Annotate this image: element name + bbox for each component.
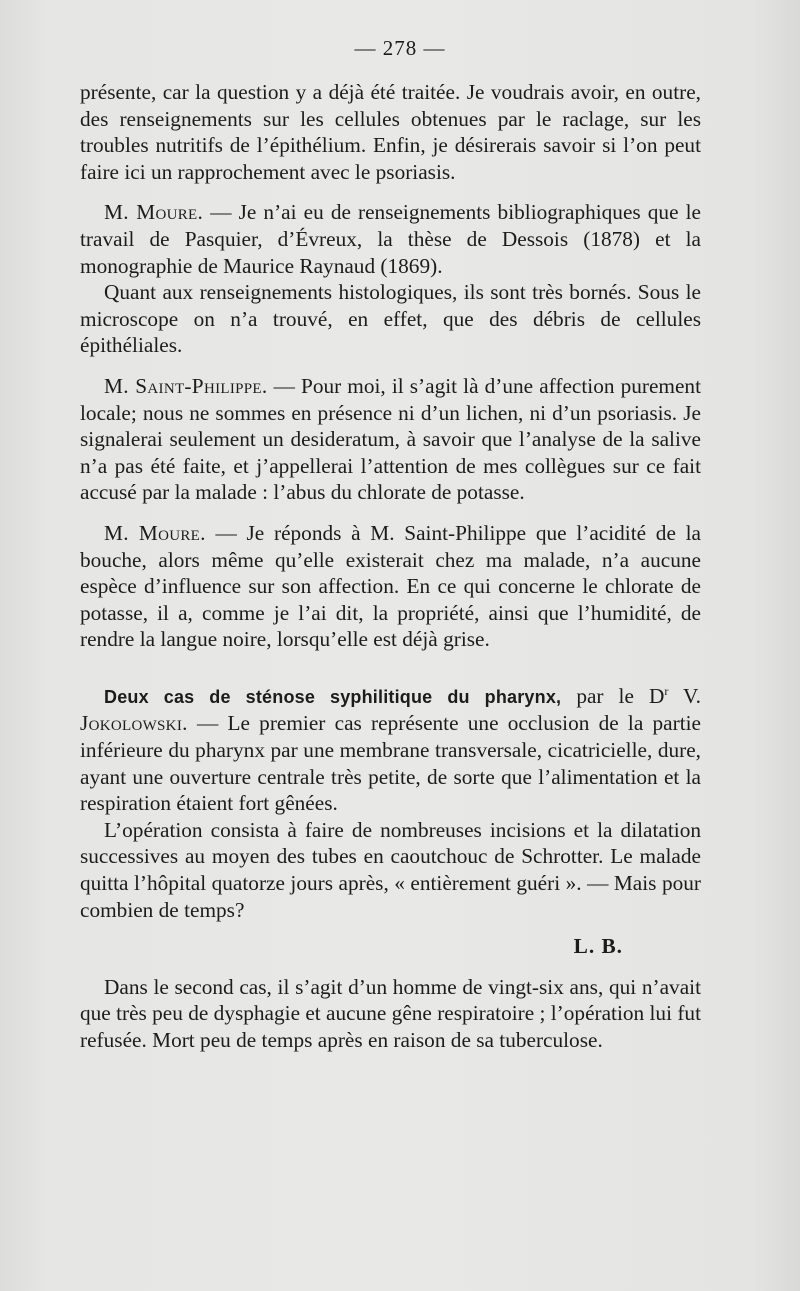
paragraph-moure-1 [80, 199, 701, 279]
signature: L. B. [573, 934, 623, 959]
paragraph-text: — Pour moi, il s’agit là d’une affection purement locale; nous ne sommes en présence ni d’un lichen, ni d’un psoriasis. Je signalerai seulement un desideratum, à savoir que l’analyse de la salive n’a pas été faite, et j’appellerai l’attention de mes collègues sur ce fait accusé par la malade : l’abus du chlorate de potasse. [80, 373, 702, 505]
article-by: par le [561, 683, 649, 708]
author-initial: V. [668, 683, 701, 708]
article-paragraph [80, 683, 701, 817]
paragraph-moure-2 [80, 520, 701, 653]
body-text [80, 79, 701, 1054]
paragraph-operation: L’opération consista à faire de nombreuses incisions et la dilatation successives au moyen des tubes en caoutchouc de Schrotter. Le malade quitta l’hôpital quatorze jours après, « entièrement guéri ». — Mais pour combien de temps? [80, 817, 701, 922]
speaker-name: M. Moure. [104, 520, 206, 545]
article-text: — Le premier cas représente une occlusion de la partie inférieure du pharynx par une membrane transversale, cicatricielle, dure, ayant une ouverture centrale très petite, de sorte que l’alimentation et la respiration étaient fort gênées. [80, 711, 701, 816]
author-prefix: D [648, 683, 665, 708]
paragraph-histology: Quant aux renseignements histologiques, ils sont très bornés. Sous le microscope on n’a trouvé, en effet, que des débris de cellules épithéliales. [80, 280, 701, 358]
speaker-name: M. Saint-Philippe. [104, 373, 268, 398]
paragraph-continuation: présente, car la question y a déjà été traitée. Je voudrais avoir, en outre, des renseignements sur les cellules obtenues par le raclage, sur les troubles nutritifs de l’épithélium. Enfin, je désirerais savoir si l’on peut faire ici un rapprochement avec le psoriasis. [80, 80, 701, 184]
paragraph-saint-philippe [80, 373, 701, 506]
speaker-name: M. Moure. [104, 200, 204, 225]
page-number: — 278 — [354, 36, 446, 60]
author-superscript: r [664, 683, 669, 698]
paragraph-text: — Je n’ai eu de renseignements bibliographiques que le travail de Pasquier, d’Évreux, la thèse de Dessois (1878) et la monographie de Maurice Raynaud (1869). [80, 200, 701, 278]
paragraph-second-case: Dans le second cas, il s’agit d’un homme de vingt-six ans, qui n’avait que très peu de dysphagie et aucune gêne respiratoire ; l’opération lui fut refusée. Mort peu de temps après en raison de sa tuberculose. [80, 974, 701, 1052]
author-name: Jokolowski. [80, 711, 188, 736]
article-title: Deux cas de sténose syphilitique du pharynx, [104, 686, 562, 707]
paragraph-text: — Je réponds à M. Saint-Philippe que l’acidité de la bouche, alors même qu’elle existerait chez ma malade, n’a aucune espèce d’influence sur son affection. En ce qui concerne le chlorate de potasse, il a, comme je l’ai dit, la propriété, ainsi que l’humidité, de rendre la langue noire, lorsqu’elle est déjà grise. [80, 520, 701, 652]
